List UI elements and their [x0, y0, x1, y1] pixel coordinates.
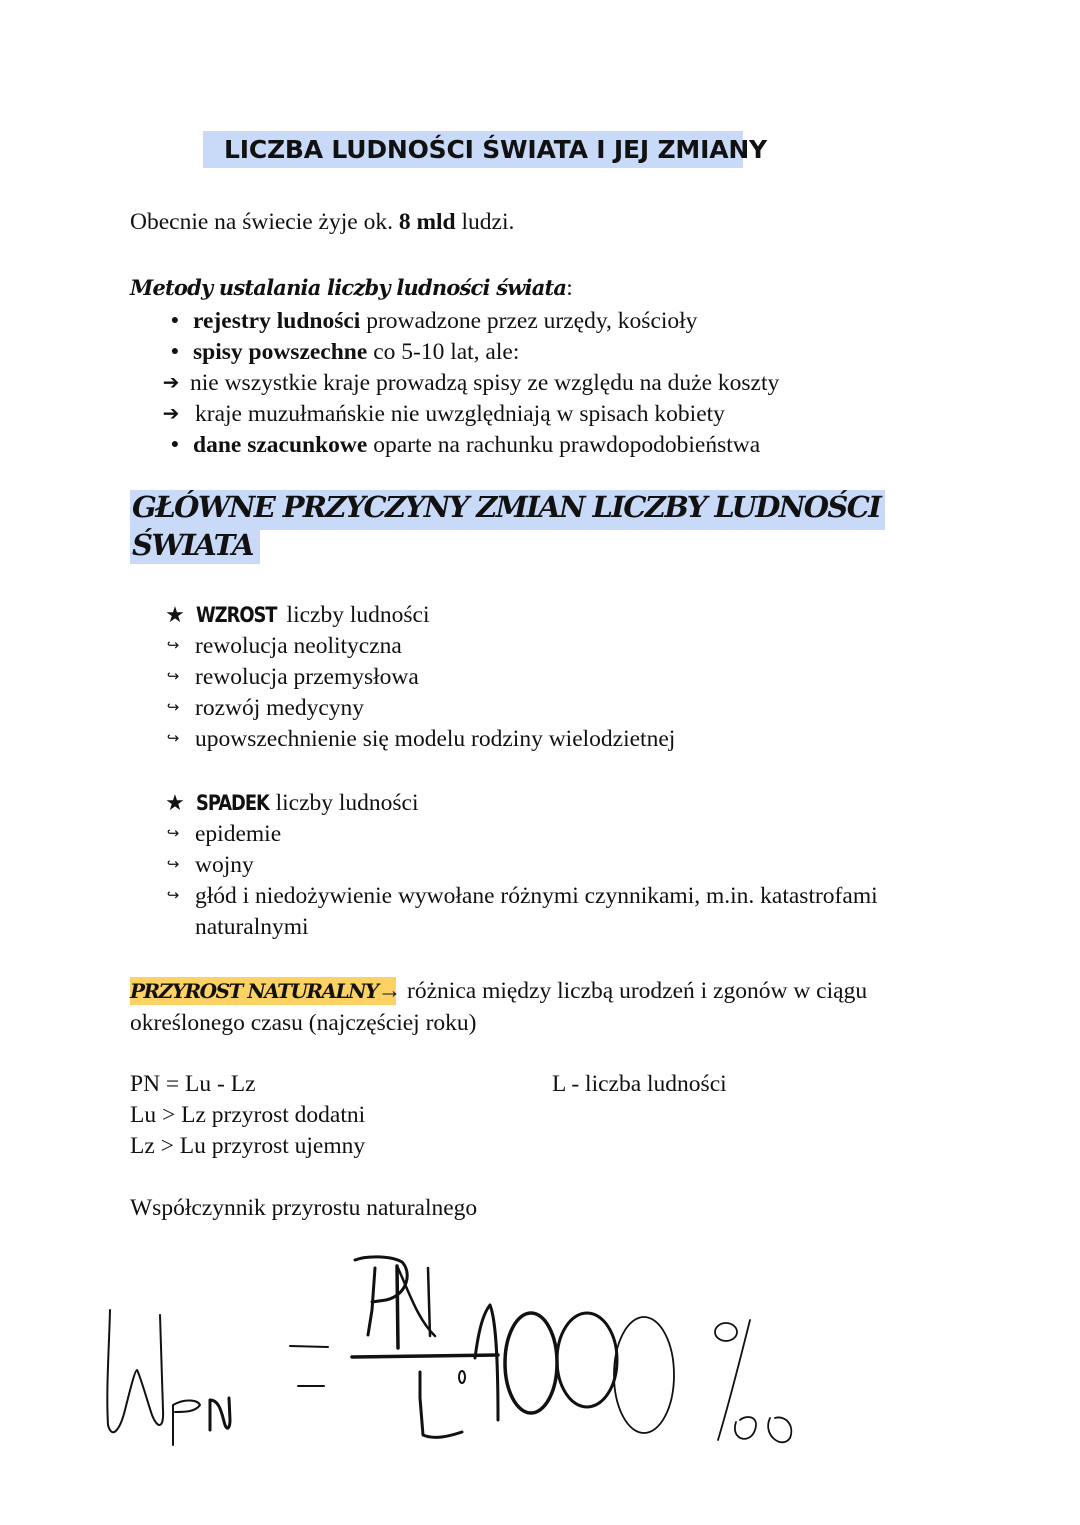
- bullet-icon: ●: [170, 313, 180, 328]
- handwritten-formula: [90, 1250, 950, 1470]
- formula-line: PN = Lu - Lz: [130, 1071, 256, 1097]
- star-icon: ★: [165, 602, 185, 627]
- intro-paragraph: Obecnie na świecie żyje ok. 8 mld ludzi.: [130, 209, 515, 235]
- arrow-right-icon: ➔: [162, 403, 180, 425]
- hook-arrow-icon: ↪: [166, 700, 180, 716]
- legend-text: L - liczba ludności: [552, 1071, 727, 1097]
- list-item-continuation: naturalnymi: [195, 914, 309, 940]
- hook-arrow-icon: ↪: [166, 638, 180, 654]
- hook-arrow-icon: ↪: [166, 731, 180, 747]
- definition-line: PRZYROST NATURALNY→ różnica między liczbą urodzeń i zgonów w ciągu: [130, 978, 868, 1004]
- formula-line: Lu > Lz przyrost dodatni: [130, 1102, 366, 1128]
- hook-arrow-icon: ↪: [166, 669, 180, 685]
- formula-line: Lz > Lu przyrost ujemny: [130, 1133, 366, 1159]
- definition-line: określonego czasu (najczęściej roku): [130, 1010, 477, 1036]
- star-icon: ★: [165, 790, 185, 815]
- hook-arrow-icon: ↪: [166, 888, 180, 904]
- bullet-icon: ●: [170, 437, 180, 452]
- page-title: LICZBA LUDNOŚCI ŚWIATA I JEJ ZMIANY: [224, 135, 767, 164]
- hook-arrow-icon: ↪: [166, 857, 180, 873]
- hook-arrow-icon: ↪: [166, 826, 180, 842]
- document-page: LICZBA LUDNOŚCI ŚWIATA I JEJ ZMIANY Obecnie na świecie żyje ok. 8 mld ludzi. Metody ustalania liczby ludności świata: ● rejestry ludności prowadzone przez urzędy, kościoły ● spisy powszechne co 5-10 lat, ale: ➔ nie wszystkie kraje prowadzą spisy ze względu na duże koszty ➔ kraje muzułmańskie nie uwzględniają w spisach kobiety ● dane szacunkowe oparte na rachunku prawdopodobieństwa GŁÓWNE PRZYCZYNY ZMIAN LICZBY LUDNOŚCI ŚWIATA ★ WZROST liczby ludności ↪ rewolucja neolityczna ↪ rewolucja przemysłowa ↪ rozwój medycyny ↪ upowszechnienie się modelu rodziny wielodzietnej ★ SPADEK liczby ludności ↪ epidemie ↪ wojny ↪ głód i niedożywienie wywołane różnymi czynnikami, m.in. katastrofami naturalnymi PRZYROST NATURALNY→ różnica między liczbą urodzeń i zgonów w ciągu określonego czasu (najczęściej roku) PN = Lu - Lz Lu > Lz przyrost dodatni Lz > Lu przyrost ujemny L - liczba ludności Współczynnik przyrostu naturalnego: [0, 0, 1080, 1525]
- arrow-right-icon: ➔: [162, 372, 180, 394]
- term-natural-growth: PRZYROST NATURALNY: [130, 979, 378, 1003]
- population-figure: 8 mld: [398, 209, 456, 235]
- coefficient-label: Współczynnik przyrostu naturalnego: [130, 1195, 478, 1221]
- section-heading: GŁÓWNE PRZYCZYNY ZMIAN LICZBY LUDNOŚCI ŚWIATA: [132, 490, 881, 562]
- bullet-icon: ●: [170, 344, 180, 359]
- methods-heading: Metody ustalania liczby ludności świata:: [130, 275, 573, 301]
